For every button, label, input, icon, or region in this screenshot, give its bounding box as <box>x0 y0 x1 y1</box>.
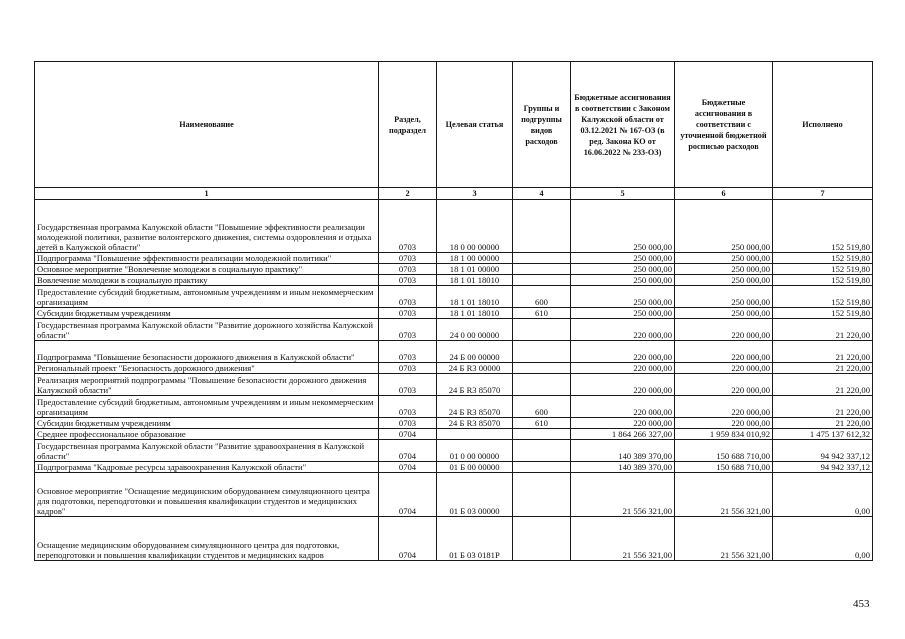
page-number: 453 <box>853 598 870 610</box>
row-section: 0703 <box>379 275 437 286</box>
row-target: 18 1 00 00000 <box>437 253 513 264</box>
row-name: Государственная программа Калужской области "Развитие здравоохранения в Калужской области" <box>35 440 379 462</box>
row-target: 24 Б R3 85070 <box>437 418 513 429</box>
table-row <box>35 396 873 418</box>
row-target: 24 Б R3 85070 <box>437 396 513 418</box>
column-number: 7 <box>773 188 873 200</box>
table-row <box>35 418 873 429</box>
row-refined-allocation: 150 688 710,00 <box>675 462 773 473</box>
row-name: Субсидии бюджетным учреждениям <box>35 308 379 319</box>
row-name: Основное мероприятие "Вовлечение молодежи в социальную практику" <box>35 264 379 275</box>
row-section: 0704 <box>379 473 437 517</box>
row-executed: 152 519,80 <box>773 308 873 319</box>
row-name: Вовлечение молодежи в социальную практику <box>35 275 379 286</box>
row-section: 0703 <box>379 200 437 253</box>
row-section: 0703 <box>379 319 437 341</box>
row-name: Подпрограмма "Кадровые ресурсы здравоохранения Калужской области" <box>35 462 379 473</box>
row-target: 24 Б 00 00000 <box>437 341 513 363</box>
row-section: 0704 <box>379 440 437 462</box>
row-name: Предоставление субсидий бюджетным, автономным учреждениям и иным некоммерческим организациям <box>35 286 379 308</box>
row-executed: 94 942 337,12 <box>773 462 873 473</box>
row-section: 0703 <box>379 363 437 374</box>
table-row <box>35 363 873 374</box>
row-law-allocation: 220 000,00 <box>571 363 675 374</box>
row-group <box>513 363 571 374</box>
row-executed: 21 220,00 <box>773 418 873 429</box>
row-law-allocation: 250 000,00 <box>571 253 675 264</box>
row-group <box>513 253 571 264</box>
row-law-allocation: 250 000,00 <box>571 286 675 308</box>
row-law-allocation: 220 000,00 <box>571 396 675 418</box>
table-row <box>35 253 873 264</box>
row-executed: 152 519,80 <box>773 264 873 275</box>
column-number-row <box>35 188 873 200</box>
row-refined-allocation: 21 556 321,00 <box>675 517 773 561</box>
row-law-allocation: 140 389 370,00 <box>571 462 675 473</box>
row-target: 01 Б 03 0181Р <box>437 517 513 561</box>
row-target: 24 0 00 00000 <box>437 319 513 341</box>
row-group: 600 <box>513 286 571 308</box>
row-law-allocation: 220 000,00 <box>571 374 675 396</box>
row-section: 0704 <box>379 517 437 561</box>
row-refined-allocation: 220 000,00 <box>675 341 773 363</box>
row-group <box>513 517 571 561</box>
table-row <box>35 462 873 473</box>
row-group <box>513 275 571 286</box>
row-name: Государственная программа Калужской области "Развитие дорожного хозяйства Калужской области" <box>35 319 379 341</box>
row-name: Основное мероприятие "Оснащение медицинским оборудованием симуляционного центра для подготовки, переподготовки и повышения квалификации студентов и медицинских кадров" <box>35 473 379 517</box>
row-executed: 21 220,00 <box>773 341 873 363</box>
row-name: Реализация мероприятий подпрограммы "Повышение безопасности дорожного движения Калужской области" <box>35 374 379 396</box>
row-law-allocation: 21 556 321,00 <box>571 517 675 561</box>
row-refined-allocation: 250 000,00 <box>675 200 773 253</box>
row-law-allocation: 220 000,00 <box>571 418 675 429</box>
budget-table <box>34 61 873 561</box>
row-group <box>513 200 571 253</box>
row-law-allocation: 220 000,00 <box>571 319 675 341</box>
row-executed: 0,00 <box>773 473 873 517</box>
column-number: 2 <box>379 188 437 200</box>
row-refined-allocation: 250 000,00 <box>675 286 773 308</box>
row-law-allocation: 250 000,00 <box>571 308 675 319</box>
row-name: Предоставление субсидий бюджетным, автономным учреждениям и иным некоммерческим организациям <box>35 396 379 418</box>
row-target: 01 0 00 00000 <box>437 440 513 462</box>
row-law-allocation: 1 864 266 327,00 <box>571 429 675 440</box>
row-target <box>437 429 513 440</box>
table-row <box>35 264 873 275</box>
header-target: Целевая статья <box>437 62 513 188</box>
row-group <box>513 473 571 517</box>
row-refined-allocation: 250 000,00 <box>675 264 773 275</box>
header-name: Наименование <box>35 62 379 188</box>
row-section: 0703 <box>379 308 437 319</box>
row-section: 0703 <box>379 418 437 429</box>
row-refined-allocation: 220 000,00 <box>675 418 773 429</box>
row-executed: 0,00 <box>773 517 873 561</box>
row-name: Региональный проект "Безопасность дорожного движения" <box>35 363 379 374</box>
row-name: Среднее профессиональное образование <box>35 429 379 440</box>
column-number: 6 <box>675 188 773 200</box>
row-section: 0704 <box>379 462 437 473</box>
row-refined-allocation: 250 000,00 <box>675 253 773 264</box>
row-section: 0703 <box>379 396 437 418</box>
header-law-allocations: Бюджетные ассигнования в соответствии с Законом Калужской области от 03.12.2021 № 167-ОЗ (в ред. Закона КО от 16.06.2022 № 233-ОЗ) <box>571 62 675 188</box>
row-group: 600 <box>513 396 571 418</box>
row-law-allocation: 220 000,00 <box>571 341 675 363</box>
row-name: Оснащение медицинским оборудованием симуляционного центра для подготовки, переподготовки и повышения квалификации студентов и медицинских кадров <box>35 517 379 561</box>
table-row <box>35 517 873 561</box>
row-executed: 152 519,80 <box>773 275 873 286</box>
row-group <box>513 319 571 341</box>
row-name: Подпрограмма "Повышение эффективности реализации молодежной политики" <box>35 253 379 264</box>
row-refined-allocation: 150 688 710,00 <box>675 440 773 462</box>
table-body <box>35 200 873 561</box>
row-group <box>513 462 571 473</box>
row-refined-allocation: 220 000,00 <box>675 319 773 341</box>
row-refined-allocation: 250 000,00 <box>675 275 773 286</box>
row-executed: 21 220,00 <box>773 396 873 418</box>
row-refined-allocation: 220 000,00 <box>675 374 773 396</box>
row-group <box>513 440 571 462</box>
row-group <box>513 264 571 275</box>
row-group <box>513 341 571 363</box>
row-law-allocation: 250 000,00 <box>571 275 675 286</box>
table-header-row <box>35 62 873 188</box>
row-executed: 21 220,00 <box>773 363 873 374</box>
table-row <box>35 200 873 253</box>
row-executed: 21 220,00 <box>773 319 873 341</box>
row-target: 18 0 00 00000 <box>437 200 513 253</box>
row-name: Государственная программа Калужской области "Повышение эффективности реализации молодежной политики, развитие волонтерского движения, системы оздоровления и отдыха детей в Калужской области" <box>35 200 379 253</box>
row-law-allocation: 21 556 321,00 <box>571 473 675 517</box>
table-row <box>35 319 873 341</box>
row-section: 0703 <box>379 264 437 275</box>
row-name: Подпрограмма "Повышение безопасности дорожного движения в Калужской области" <box>35 341 379 363</box>
header-executed: Исполнено <box>773 62 873 188</box>
row-executed: 21 220,00 <box>773 374 873 396</box>
row-refined-allocation: 250 000,00 <box>675 308 773 319</box>
table-row <box>35 275 873 286</box>
header-refined-allocations: Бюджетные ассигнования в соответствии с уточненной бюджетной росписью расходов <box>675 62 773 188</box>
row-section: 0703 <box>379 253 437 264</box>
header-section: Раздел, подраздел <box>379 62 437 188</box>
row-section: 0703 <box>379 341 437 363</box>
table-row <box>35 429 873 440</box>
header-group: Группы и подгруппы видов расходов <box>513 62 571 188</box>
table-row <box>35 374 873 396</box>
row-section: 0703 <box>379 286 437 308</box>
row-target: 18 1 01 18010 <box>437 275 513 286</box>
row-law-allocation: 250 000,00 <box>571 264 675 275</box>
row-law-allocation: 140 389 370,00 <box>571 440 675 462</box>
column-number: 1 <box>35 188 379 200</box>
column-number: 4 <box>513 188 571 200</box>
row-target: 24 Б R3 00000 <box>437 363 513 374</box>
row-law-allocation: 250 000,00 <box>571 200 675 253</box>
row-refined-allocation: 220 000,00 <box>675 396 773 418</box>
row-section: 0703 <box>379 374 437 396</box>
row-target: 18 1 01 18010 <box>437 286 513 308</box>
row-target: 18 1 01 18010 <box>437 308 513 319</box>
row-refined-allocation: 1 959 834 010,92 <box>675 429 773 440</box>
table-row <box>35 341 873 363</box>
row-group: 610 <box>513 308 571 319</box>
row-target: 01 Б 03 00000 <box>437 473 513 517</box>
row-name: Субсидии бюджетным учреждениям <box>35 418 379 429</box>
column-number: 5 <box>571 188 675 200</box>
row-target: 24 Б R3 85070 <box>437 374 513 396</box>
row-group <box>513 429 571 440</box>
row-executed: 152 519,80 <box>773 253 873 264</box>
table-row <box>35 440 873 462</box>
table-row <box>35 473 873 517</box>
table-row <box>35 308 873 319</box>
row-executed: 152 519,80 <box>773 200 873 253</box>
table-row <box>35 286 873 308</box>
row-refined-allocation: 21 556 321,00 <box>675 473 773 517</box>
row-group: 610 <box>513 418 571 429</box>
column-number: 3 <box>437 188 513 200</box>
row-executed: 152 519,80 <box>773 286 873 308</box>
row-executed: 1 475 137 612,32 <box>773 429 873 440</box>
row-executed: 94 942 337,12 <box>773 440 873 462</box>
row-target: 18 1 01 00000 <box>437 264 513 275</box>
row-section: 0704 <box>379 429 437 440</box>
row-group <box>513 374 571 396</box>
row-refined-allocation: 220 000,00 <box>675 363 773 374</box>
row-target: 01 Б 00 00000 <box>437 462 513 473</box>
